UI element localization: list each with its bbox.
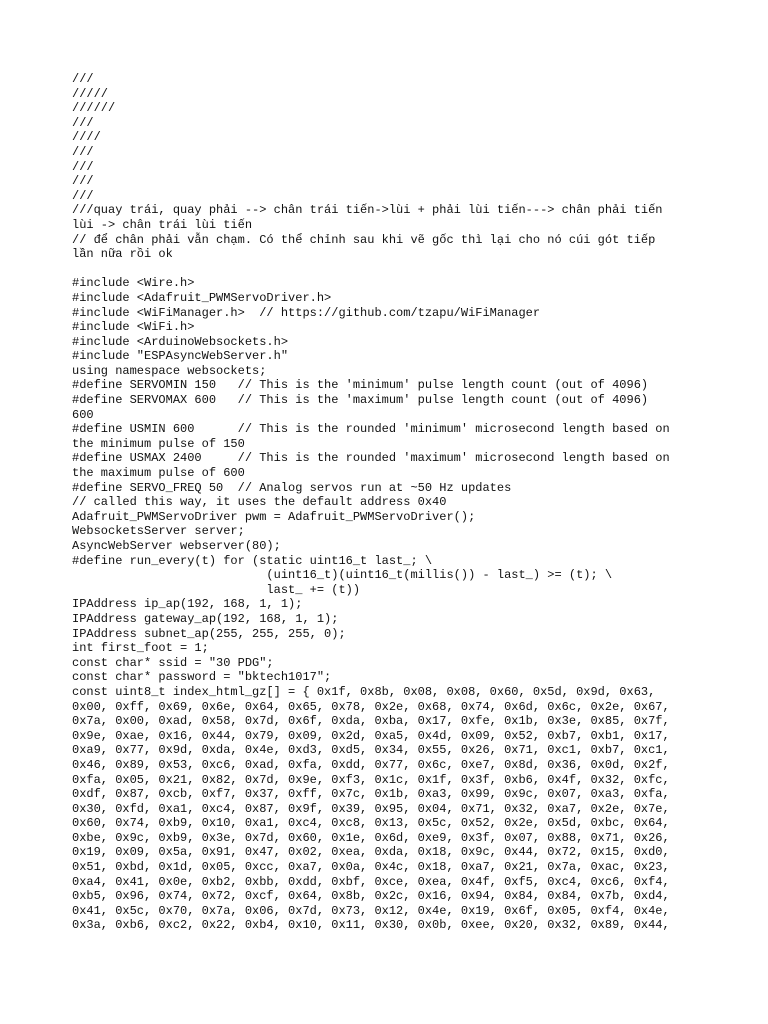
code-line: lùi -> chân trái lùi tiến — [72, 217, 253, 232]
code-line: using namespace websockets; — [72, 363, 267, 378]
code-line: #include "ESPAsyncWebServer.h" — [72, 349, 289, 364]
code-line: #define SERVO_FREQ 50 // Analog servos run at ~50 Hz updates — [72, 480, 512, 495]
code-line: 0xfa, 0x05, 0x21, 0x82, 0x7d, 0x9e, 0xf3, 0x1c, 0x1f, 0x3f, 0xb6, 0x4f, 0x32, 0xfc, — [72, 772, 670, 787]
code-line: const char* password = "bktech1017"; — [72, 670, 332, 685]
code-line: 0xa4, 0x41, 0x0e, 0xb2, 0xbb, 0xdd, 0xbf, 0xce, 0xea, 0x4f, 0xf5, 0xc4, 0xc6, 0xf4, — [72, 874, 670, 889]
code-line: ////// — [72, 101, 116, 116]
code-line: /// — [72, 72, 94, 86]
code-line: /// — [72, 159, 94, 174]
code-line: last_ += (t)) — [72, 582, 361, 597]
code-line: 0x3a, 0xb6, 0xc2, 0x22, 0xb4, 0x10, 0x11, 0x30, 0x0b, 0xee, 0x20, 0x32, 0x89, 0x44, — [72, 918, 670, 933]
code-line: const uint8_t index_html_gz[] = { 0x1f, 0x8b, 0x08, 0x08, 0x60, 0x5d, 0x9d, 0x63, — [72, 684, 656, 699]
code-line: Adafruit_PWMServoDriver pwm = Adafruit_PWMServoDriver(); — [72, 509, 476, 524]
code-line: 0x19, 0x09, 0x5a, 0x91, 0x47, 0x02, 0xea, 0xda, 0x18, 0x9c, 0x44, 0x72, 0x15, 0xd0, — [72, 845, 670, 860]
code-line: const char* ssid = "30 PDG"; — [72, 655, 274, 670]
code-line: IPAddress subnet_ap(255, 255, 255, 0); — [72, 626, 346, 641]
code-line: #define SERVOMIN 150 // This is the 'minimum' pulse length count (out of 4096) — [72, 378, 649, 393]
code-line: (uint16_t)(uint16_t(millis()) - last_) >= (t); \ — [72, 568, 613, 583]
code-line: AsyncWebServer webserver(80); — [72, 539, 281, 553]
code-line: 0x7a, 0x00, 0xad, 0x58, 0x7d, 0x6f, 0xda, 0xba, 0x17, 0xfe, 0x1b, 0x3e, 0x85, 0x7f, — [72, 714, 670, 729]
code-line: #define USMIN 600 // This is the rounded 'minimum' microsecond length based on — [72, 422, 670, 437]
code-line: //// — [72, 130, 101, 145]
code-line: // called this way, it uses the default address 0x40 — [72, 495, 447, 510]
code-line: 0x51, 0xbd, 0x1d, 0x05, 0xcc, 0xa7, 0x0a, 0x4c, 0x18, 0xa7, 0x21, 0x7a, 0xac, 0x23, — [72, 860, 670, 875]
code-line: the minimum pulse of 150 — [72, 436, 245, 451]
code-line: #define SERVOMAX 600 // This is the 'maximum' pulse length count (out of 4096) — [72, 393, 649, 408]
code-line: 0xbe, 0x9c, 0xb9, 0x3e, 0x7d, 0x60, 0x1e, 0x6d, 0xe9, 0x3f, 0x07, 0x88, 0x71, 0x26, — [72, 830, 670, 845]
code-line: int first_foot = 1; — [72, 641, 209, 656]
code-line: 0x41, 0x5c, 0x70, 0x7a, 0x06, 0x7d, 0x73, 0x12, 0x4e, 0x19, 0x6f, 0x05, 0xf4, 0x4e, — [72, 903, 670, 918]
code-line: 0x60, 0x74, 0xb9, 0x10, 0xa1, 0xc4, 0xc8, 0x13, 0x5c, 0x52, 0x2e, 0x5d, 0xbc, 0x64, — [72, 816, 670, 831]
code-line: /// — [72, 174, 94, 189]
code-line: WebsocketsServer server; — [72, 524, 245, 539]
code-line: // để chân phải vẫn chạm. Có thể chỉnh sau khi vẽ gốc thì lại cho nó cúi gót tiếp — [72, 232, 656, 247]
code-line: 0x30, 0xfd, 0xa1, 0xc4, 0x87, 0x9f, 0x39, 0x95, 0x04, 0x71, 0x32, 0xa7, 0x2e, 0x7e, — [72, 801, 670, 816]
code-line: 0x9e, 0xae, 0x16, 0x44, 0x79, 0x09, 0x2d, 0xa5, 0x4d, 0x09, 0x52, 0xb7, 0xb1, 0x17, — [72, 728, 670, 743]
code-line: 0xb5, 0x96, 0x74, 0x72, 0xcf, 0x64, 0x8b, 0x2c, 0x16, 0x94, 0x84, 0x84, 0x7b, 0xd4, — [72, 889, 670, 904]
code-line: /// — [72, 188, 94, 203]
document-page — [72, 72, 712, 933]
code-line: 0x00, 0xff, 0x69, 0x6e, 0x64, 0x65, 0x78, 0x2e, 0x68, 0x74, 0x6d, 0x6c, 0x2e, 0x67, — [72, 699, 670, 714]
code-line: #include <ArduinoWebsockets.h> — [72, 334, 289, 349]
code-line: IPAddress ip_ap(192, 168, 1, 1); — [72, 597, 303, 612]
code-line: /// — [72, 144, 94, 159]
code-line: ///quay trái, quay phải --> chân trái tiến->lùi + phải lùi tiến---> chân phải tiến — [72, 203, 663, 218]
code-line: the maximum pulse of 600 — [72, 466, 245, 481]
code-line: #include <Adafruit_PWMServoDriver.h> — [72, 290, 332, 305]
code-line: #define USMAX 2400 // This is the rounded 'maximum' microsecond length based on — [72, 451, 670, 466]
code-line: 0xa9, 0x77, 0x9d, 0xda, 0x4e, 0xd3, 0xd5, 0x34, 0x55, 0x26, 0x71, 0xc1, 0xb7, 0xc1, — [72, 743, 670, 758]
code-line: 0x46, 0x89, 0x53, 0xc6, 0xad, 0xfa, 0xdd, 0x77, 0x6c, 0xe7, 0x8d, 0x36, 0x0d, 0x2f, — [72, 757, 670, 772]
code-line: ///// — [72, 86, 109, 101]
code-line — [72, 262, 712, 277]
code-line: #include <Wire.h> — [72, 276, 195, 291]
code-line: #include <WiFi.h> — [72, 320, 195, 335]
code-line: #include <WiFiManager.h> // https://github.com/tzapu/WiFiManager — [72, 305, 541, 320]
code-line: IPAddress gateway_ap(192, 168, 1, 1); — [72, 611, 339, 626]
code-line: #define run_every(t) for (static uint16_t last_; \ — [72, 553, 433, 568]
code-line: 600 — [72, 407, 94, 422]
code-line: 0xdf, 0x87, 0xcb, 0xf7, 0x37, 0xff, 0x7c, 0x1b, 0xa3, 0x99, 0x9c, 0x07, 0xa3, 0xfa, — [72, 787, 670, 802]
code-listing — [72, 72, 712, 933]
code-line: lần nữa rồi ok — [72, 247, 173, 262]
code-line: /// — [72, 115, 94, 130]
